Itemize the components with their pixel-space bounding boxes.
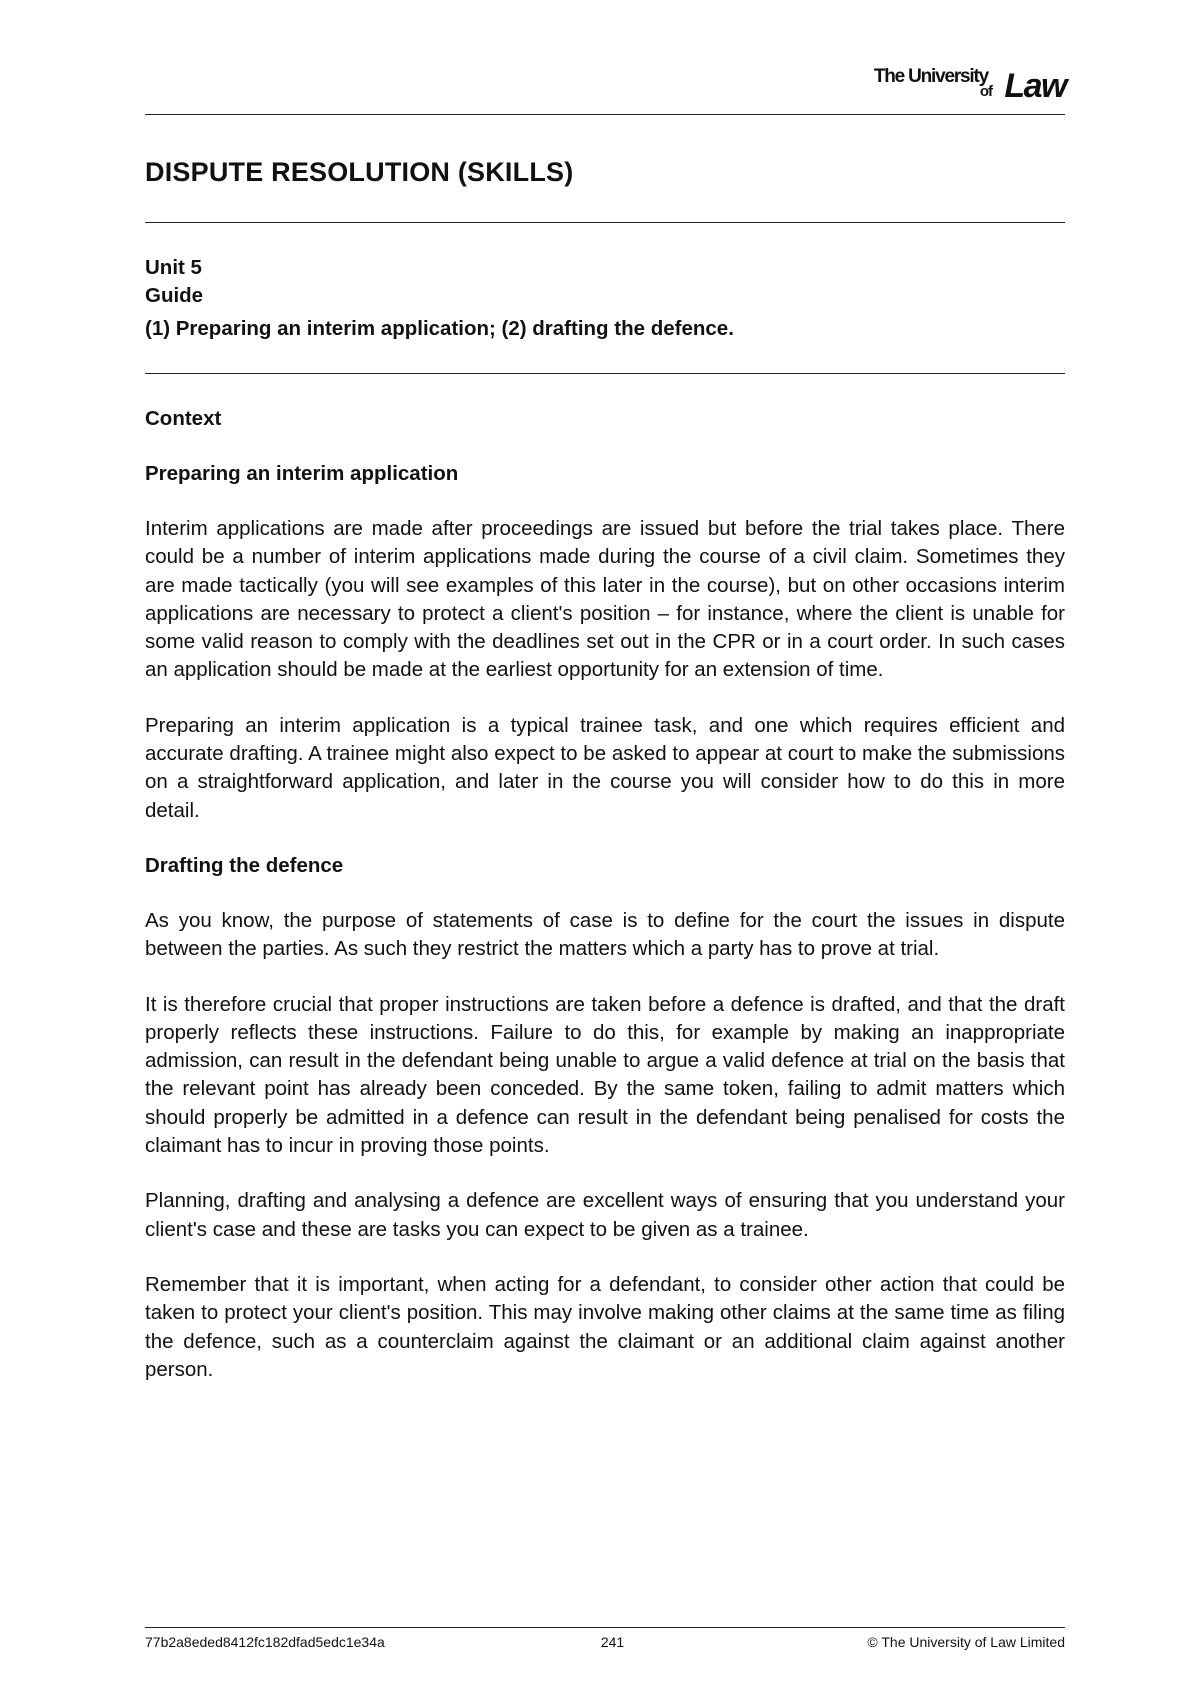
unit-number: Unit 5 bbox=[145, 256, 202, 279]
paragraph-interim-2: Preparing an interim application is a typical trainee task, and one which requires efficient and accurate drafting. A trainee might also expect to be asked to appear at court to make the submissions on a straightforward application, and later in the course you will consider how to do this in more detail. bbox=[145, 713, 1065, 822]
unit-subtitle: (1) Preparing an interim application; (2) drafting the defence. bbox=[145, 317, 734, 340]
footer-page-number: 241 bbox=[600, 1634, 625, 1650]
unit-block bbox=[145, 254, 734, 343]
section-heading-defence: Drafting the defence bbox=[145, 853, 344, 877]
footer-document-id: 77b2a8eded8412fc182dfad5edc1e34a bbox=[145, 1634, 385, 1650]
logo-line-law: Law bbox=[1004, 67, 1066, 105]
university-logo bbox=[856, 66, 1066, 106]
unit-divider bbox=[145, 373, 1065, 374]
logo-line-of: of bbox=[979, 83, 992, 100]
logo-line-university: The University bbox=[873, 66, 988, 87]
header-divider bbox=[145, 114, 1065, 115]
paragraph-defence-2: It is therefore crucial that proper instructions are taken before a defence is drafted, and that the draft properly reflects these instructions. Failure to do this, for example by making an inappropriate admission, can result in the defendant being unable to argue a valid defence at trial on the basis that the relevant point has already been conceded. By the same token, failing to admit matters which should properly be admitted in a defence can result in the defendant being penalised for costs the claimant has to incur in proving those points. bbox=[145, 992, 1065, 1158]
document-title: DISPUTE RESOLUTION (SKILLS) bbox=[145, 157, 574, 187]
footer-divider bbox=[145, 1627, 1065, 1628]
unit-guide-label: Guide bbox=[145, 284, 204, 307]
paragraph-defence-3: Planning, drafting and analysing a defence are excellent ways of ensuring that you understand your client's case and these are tasks you can expect to be given as a trainee. bbox=[145, 1189, 1065, 1241]
title-divider bbox=[145, 222, 1065, 223]
section-heading-context: Context bbox=[145, 407, 222, 430]
paragraph-defence-4: Remember that it is important, when acting for a defendant, to consider other action that could be taken to protect your client's position. This may involve making other claims at the same time as filing the defence, such as a counterclaim against the claimant or an additional claim against another person. bbox=[145, 1272, 1065, 1381]
main-content bbox=[145, 405, 1065, 1411]
paragraph-interim-1: Interim applications are made after proceedings are issued but before the trial takes place. There could be a number of interim applications made during the course of a civil claim. Sometimes they are made tactically (you will see examples of this later in the course), but on other occasions interim applications are necessary to protect a client's position – for instance, where the client is unable for some valid reason to comply with the deadlines set out in the CPR or in a court order. In such cases an application should be made at the earliest opportunity for an extension of time. bbox=[145, 517, 1065, 682]
paragraph-defence-1: As you know, the purpose of statements of case is to define for the court the issues in dispute between the parties. As such they restrict the matters which a party has to prove at trial. bbox=[145, 908, 1065, 961]
section-heading-interim: Preparing an interim application bbox=[145, 462, 459, 485]
footer-copyright: © The University of Law Limited bbox=[867, 1634, 1065, 1650]
